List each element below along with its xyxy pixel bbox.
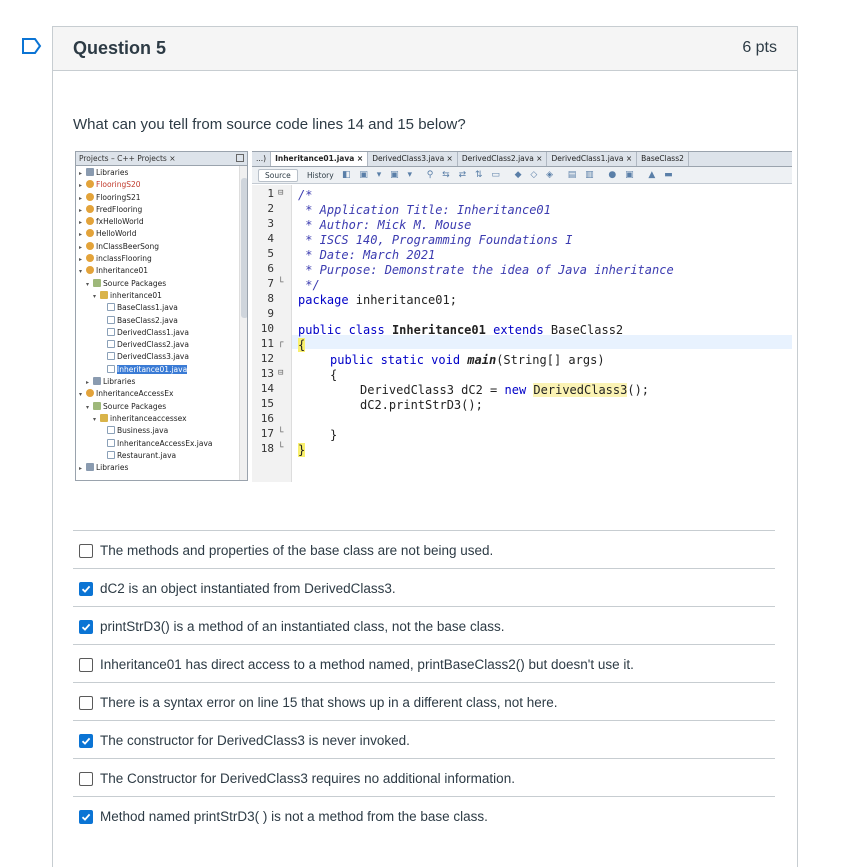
current-line-highlight [292,335,792,349]
expanded-arrow-icon[interactable]: ▾ [86,403,90,411]
answer-divider [73,720,775,721]
tree-item[interactable] [76,216,247,228]
project-icon [86,193,94,201]
tree-item-label: Inheritance01.java [117,364,188,374]
question-header [53,27,797,71]
checked-checkbox[interactable] [79,734,93,748]
line-number: 7 [267,277,274,290]
code-line-10: public class Inheritance01 extends BaseClass2 [298,323,624,337]
question-card [52,26,798,867]
line-number: 16 [260,412,274,425]
answer-option[interactable] [79,581,396,596]
tree-item[interactable] [76,438,247,450]
editor-tab[interactable]: Inheritance01.java × [271,152,368,166]
history-button: History [307,171,334,180]
tree-item-label: inclassFlooring [96,254,152,264]
answer-divider [73,682,775,683]
code-line-13: { [330,368,338,382]
tree-item-label: FredFlooring [96,204,143,214]
line-number: 10 [260,322,274,335]
collapsed-arrow-icon[interactable]: ▸ [79,170,83,177]
collapsed-arrow-icon[interactable]: ▸ [86,379,90,387]
tree-item[interactable] [76,425,247,437]
fold-guide-icon: └ [278,428,284,438]
answer-text: The constructor for DerivedClass3 is never invoked. [100,733,410,748]
code-line-1: /* [298,188,313,202]
code-line-15: dC2.printStrD3(); [360,398,483,412]
answer-divider [73,644,775,645]
tree-item-label: Business.java [117,426,169,436]
tree-item[interactable] [76,179,247,191]
code-line-7: */ [298,278,320,292]
expanded-arrow-icon[interactable]: ▾ [79,391,83,399]
toolbar-icons: ◧ ▣ ▾ ▣ ▾ ⚲ ⇆ ⇄ ⇅ ▭ ◆ ◇ ◈ ▤ ▥ ● ▣ ▲ ▬ [342,170,676,180]
tree-scrollbar [239,166,248,481]
fold-guide-icon: └ [278,443,284,453]
tree-item-label: BaseClass2.java [117,315,178,325]
code-line-5: * Date: March 2021 [298,248,436,262]
library-icon [93,377,101,385]
ide-screenshot [75,151,792,481]
java-file-icon [107,340,115,348]
java-file-icon [107,328,115,336]
tree-item-label: InClassBeerSong [96,241,160,251]
editor-tab[interactable]: DerivedClass1.java × [547,152,637,166]
fold-guide-icon: ┌ [278,338,284,348]
collapsed-arrow-icon[interactable]: ▸ [79,231,83,239]
java-file-icon [107,426,115,434]
tree-item[interactable] [76,351,247,363]
code-line-6: * Purpose: Demonstrate the idea of Java inheritance [298,263,674,277]
checked-checkbox[interactable] [79,620,93,634]
answer-text: The methods and properties of the base class are not being used. [100,543,494,558]
answer-option[interactable] [79,695,558,710]
fold-guide-icon: └ [278,278,284,288]
checkmark-icon [81,812,91,822]
line-number: 4 [267,232,274,245]
project-icon [86,217,94,225]
question-points: 6 pts [742,39,777,56]
editor-tab[interactable]: DerivedClass2.java × [458,152,548,166]
line-number: 18 [260,442,274,455]
line-number: 9 [267,307,274,320]
unchecked-checkbox[interactable] [79,772,93,786]
line-number: 1 [267,187,274,200]
unchecked-checkbox[interactable] [79,696,93,710]
editor-toolbar [252,167,792,184]
package-icon [100,291,108,299]
tree-item-label: BaseClass1.java [117,303,178,313]
line-number: 17 [260,427,274,440]
project-icon [86,242,94,250]
tree-item[interactable] [76,327,247,339]
tree-item-label: InheritanceAccessEx.java [117,438,213,448]
tree-item-label: DerivedClass3.java [117,352,189,362]
tree-item[interactable] [76,376,247,388]
line-number: 5 [267,247,274,260]
answer-text: Method named printStrD3( ) is not a method from the base class. [100,809,488,824]
answer-text: The Constructor for DerivedClass3 requires no additional information. [100,771,515,786]
answer-text: printStrD3() is a method of an instantiated class, not the base class. [100,619,505,634]
editor-tabs [252,152,792,167]
line-number: 13 [260,367,274,380]
tree-item-label: inheritanceaccessex [110,413,187,423]
answer-text: dC2 is an object instantiated from DerivedClass3. [100,581,396,596]
answer-option[interactable] [79,771,515,786]
project-icon [86,229,94,237]
editor-tab[interactable]: ...) [252,152,271,166]
tree-item[interactable] [76,290,247,302]
answer-divider [73,606,775,607]
library-icon [86,463,94,471]
tree-item[interactable] [76,315,247,327]
tree-item-label: Inheritance01 [96,266,149,276]
collapsed-arrow-icon[interactable]: ▸ [79,194,83,202]
tree-item-label: Source Packages [103,278,167,288]
source-button: Source [258,169,298,182]
expanded-arrow-icon[interactable]: ▾ [79,268,83,276]
question-title: Question 5 [73,38,167,58]
code-area [252,185,792,482]
java-file-icon [107,316,115,324]
tree-item[interactable] [76,204,247,216]
tree-item[interactable] [76,253,247,265]
answer-text: Inheritance01 has direct access to a method named, printBaseClass2() but doesn't use it. [100,657,634,672]
unchecked-checkbox[interactable] [79,658,93,672]
project-tree [76,166,247,474]
answer-divider [73,796,775,797]
project-icon [86,254,94,262]
collapsed-arrow-icon[interactable]: ▸ [79,219,83,227]
tree-item-label: DerivedClass2.java [117,340,189,350]
answer-divider [73,758,775,759]
code-line-14: DerivedClass3 dC2 = new DerivedClass3(); [360,383,650,397]
checkmark-icon [81,736,91,746]
tree-item[interactable] [76,167,247,179]
answer-divider [73,530,775,531]
expanded-arrow-icon[interactable]: ▾ [86,280,90,288]
projects-tab: Projects – C++ Projects × [76,152,247,166]
tree-item[interactable] [76,228,247,240]
code-line-12: public static void main(String[] args) [330,353,605,367]
project-icon [86,389,94,397]
checkmark-icon [81,622,91,632]
checked-checkbox[interactable] [79,810,93,824]
fold-toggle-icon[interactable]: ⊟ [278,368,284,378]
line-number: 8 [267,292,274,305]
project-icon [86,266,94,274]
answer-divider [73,568,775,569]
tree-item-label: HelloWorld [96,229,137,239]
tree-item[interactable] [76,413,247,425]
tree-item-label: inheritance01 [110,290,162,300]
tree-item[interactable] [76,241,247,253]
answer-option[interactable] [79,619,504,634]
project-icon [86,205,94,213]
java-file-icon [107,451,115,459]
tree-item[interactable] [76,339,247,351]
fold-toggle-icon[interactable]: ⊟ [278,188,284,198]
answer-option[interactable] [79,543,493,558]
line-number: 15 [260,397,274,410]
project-icon [86,180,94,188]
tree-item[interactable] [76,388,247,400]
answer-option[interactable] [79,733,410,748]
answer-option[interactable] [79,809,488,824]
tree-item-label: Restaurant.java [117,450,177,460]
code-line-18: } [298,443,306,457]
line-number: 11 [260,337,274,350]
tree-item[interactable] [76,192,247,204]
code-line-11: { [298,338,306,352]
line-number: 6 [267,262,274,275]
line-number-gutter [252,185,292,482]
collapsed-arrow-icon[interactable]: ▸ [79,206,83,214]
unchecked-checkbox[interactable] [79,544,93,558]
line-number: 2 [267,202,274,215]
java-file-icon [107,365,115,373]
source-packages-icon [93,279,101,287]
checked-checkbox[interactable] [79,582,93,596]
collapsed-arrow-icon[interactable]: ▸ [79,182,83,190]
projects-panel [75,151,248,481]
line-number: 14 [260,382,274,395]
java-file-icon [107,352,115,360]
minimize-icon [236,154,244,162]
collapsed-arrow-icon[interactable]: ▸ [79,256,83,264]
tree-item-label: Libraries [96,168,129,177]
tree-item-label: fxHelloWorld [96,217,144,227]
bookmark-flag-icon[interactable] [22,38,42,54]
tree-item-label: Libraries [96,463,129,473]
code-line-4: * ISCS 140, Programming Foundations I [298,233,573,247]
tree-item[interactable] [76,401,247,413]
source-packages-icon [93,402,101,410]
tree-item-label: Libraries [103,377,136,387]
java-file-icon [107,303,115,311]
tree-item[interactable] [76,450,247,462]
library-icon [86,168,94,176]
tree-item-label: Source Packages [103,401,167,411]
answer-text: There is a syntax error on line 15 that shows up in a different class, not here. [100,695,558,710]
editor-tab[interactable]: BaseClass2 [637,152,689,166]
java-file-icon [107,439,115,447]
tree-item[interactable] [76,265,247,277]
tree-item[interactable] [76,462,247,474]
code-line-8: package inheritance01; [298,293,457,307]
checkmark-icon [81,584,91,594]
collapsed-arrow-icon[interactable]: ▸ [79,465,83,473]
editor-tab[interactable]: DerivedClass3.java × [368,152,458,166]
expanded-arrow-icon[interactable]: ▾ [93,415,97,423]
line-number: 12 [260,352,274,365]
tree-item-label: DerivedClass1.java [117,327,189,337]
tree-item[interactable] [76,278,247,290]
package-icon [100,414,108,422]
code-line-3: * Author: Mick M. Mouse [298,218,472,232]
answer-option[interactable] [79,657,634,672]
question-prompt: What can you tell from source code lines 14 and 15 below? [73,116,466,133]
tree-item[interactable] [76,302,247,314]
collapsed-arrow-icon[interactable]: ▸ [79,243,83,251]
code-line-17: } [330,428,338,442]
tree-item-label: InheritanceAccessEx [96,389,174,399]
tree-item[interactable] [76,364,247,376]
line-number: 3 [267,217,274,230]
tree-item-label: FlooringS20 [96,180,141,190]
tree-item-label: FlooringS21 [96,192,141,202]
code-line-2: * Application Title: Inheritance01 [298,203,551,217]
code-editor [252,151,792,481]
expanded-arrow-icon[interactable]: ▾ [93,292,97,300]
